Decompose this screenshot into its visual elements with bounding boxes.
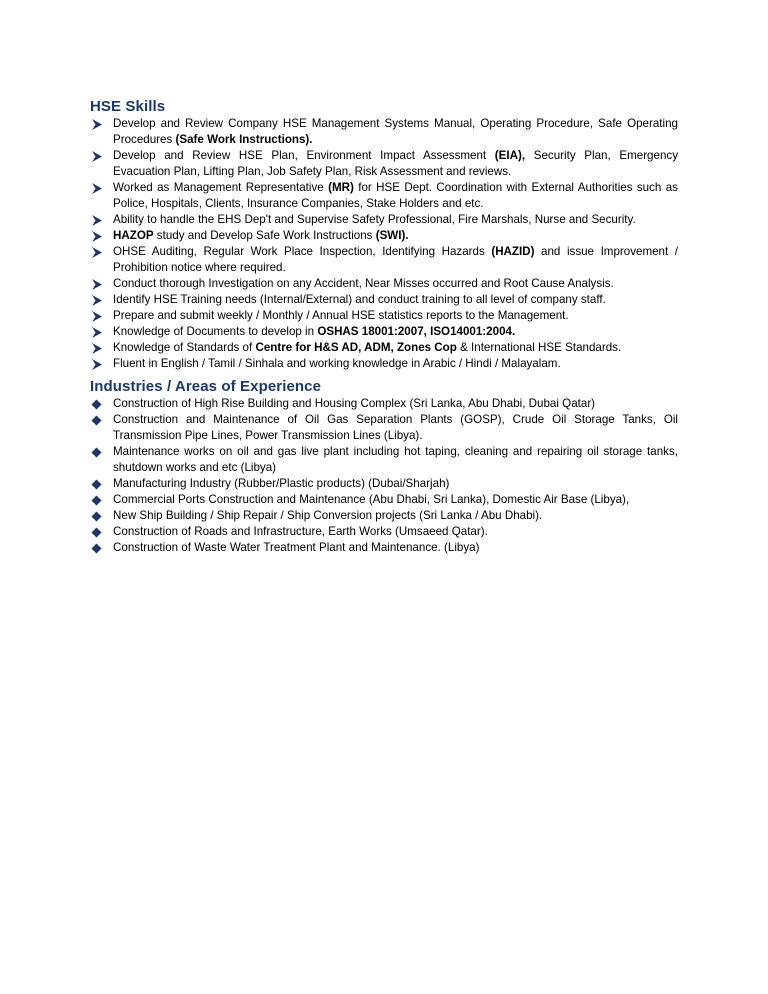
industries-heading: Industries / Areas of Experience	[90, 378, 322, 395]
item-text: Construction of High Rise Building and Housing Complex (Sri Lanka, Abu Dhabi, Dubai Qatar)	[113, 397, 596, 410]
industry-item	[90, 444, 678, 476]
industry-item	[90, 524, 678, 540]
hse-skill-item	[90, 324, 678, 340]
hse-skill-item	[90, 308, 678, 324]
hse-skill-item	[90, 180, 678, 212]
item-text: Construction and Maintenance of Oil Gas Separation Plants (GOSP), Crude Oil Storage Tanks, Oil Transmission Pipe Lines, Power Transmission Lines (Libya).	[113, 413, 678, 442]
hse-skill-item	[90, 244, 678, 276]
item-text: Ability to handle the EHS Dep't and Supervise Safety Professional, Fire Marshals, Nurse and Security.	[113, 213, 636, 226]
item-text: Identify HSE Training needs (Internal/External) and conduct training to all level of company staff.	[113, 293, 606, 306]
arrow-bullet-icon	[91, 151, 102, 162]
hse-skill-item	[90, 148, 678, 180]
hse-skill-item	[90, 228, 678, 244]
item-text: Conduct thorough Investigation on any Accident, Near Misses occurred and Root Cause Analysis.	[113, 277, 614, 290]
industry-item	[90, 508, 678, 524]
item-text: New Ship Building / Ship Repair / Ship Conversion projects (Sri Lanka / Abu Dhabi).	[113, 509, 543, 522]
hse-skills-heading: HSE Skills	[90, 98, 166, 115]
item-text: Develop and Review HSE Plan, Environment Impact Assessment	[113, 149, 495, 162]
bold-text: OSHAS 18001:2007, ISO14001:2004.	[317, 325, 516, 338]
diamond-bullet-icon	[91, 527, 102, 538]
hse-skill-item	[90, 340, 678, 356]
item-text: Security Plan, Emergency Evacuation Plan, Lifting Plan, Job Safety Plan, Risk Assessment and reviews.	[113, 149, 678, 178]
item-text: OHSE Auditing, Regular Work Place Inspection, Identifying Hazards	[113, 245, 492, 258]
arrow-bullet-icon	[91, 183, 102, 194]
arrow-bullet-icon	[91, 231, 102, 242]
hse-skill-item	[90, 116, 678, 148]
item-text: Manufacturing Industry (Rubber/Plastic products) (Dubai/Sharjah)	[113, 477, 450, 490]
hse-skills-list	[90, 116, 678, 372]
industry-item	[90, 476, 678, 492]
item-text: Maintenance works on oil and gas live plant including hot taping, cleaning and repairing oil storage tanks, shutdown works and etc (Libya)	[113, 445, 678, 474]
item-text: for HSE Dept. Coordination with External Authorities such as Police, Hospitals, Clients, Insurance Companies, Stake Holders and etc.	[113, 181, 678, 210]
diamond-bullet-icon	[91, 543, 102, 554]
item-text: Develop and Review Company HSE Management Systems Manual, Operating Procedure, Safe Operating Procedures	[113, 117, 678, 146]
bold-text: (SWI).	[375, 229, 409, 242]
bold-text: (HAZID)	[491, 245, 535, 258]
industry-item	[90, 540, 678, 556]
arrow-bullet-icon	[91, 295, 102, 306]
arrow-bullet-icon	[91, 215, 102, 226]
diamond-bullet-icon	[91, 447, 102, 458]
arrow-bullet-icon	[91, 359, 102, 370]
arrow-bullet-icon	[91, 247, 102, 258]
diamond-bullet-icon	[91, 399, 102, 410]
item-text: Knowledge of Documents to develop in	[113, 325, 318, 338]
hse-skill-item	[90, 292, 678, 308]
bold-text: (EIA),	[494, 149, 526, 162]
industry-item	[90, 412, 678, 444]
hse-skill-item	[90, 212, 678, 228]
diamond-bullet-icon	[91, 415, 102, 426]
item-text: study and Develop Safe Work Instructions	[153, 229, 376, 242]
arrow-bullet-icon	[91, 279, 102, 290]
industries-list	[90, 396, 678, 556]
resume-page	[90, 97, 678, 556]
bold-text: HAZOP	[113, 229, 154, 242]
industry-item	[90, 492, 678, 508]
diamond-bullet-icon	[91, 511, 102, 522]
item-text: Worked as Management Representative	[113, 181, 329, 194]
item-text: Construction of Waste Water Treatment Plant and Maintenance. (Libya)	[113, 541, 480, 554]
hse-skill-item	[90, 276, 678, 292]
item-text: Fluent in English / Tamil / Sinhala and working knowledge in Arabic / Hindi / Malayalam.	[113, 357, 561, 370]
item-text: Commercial Ports Construction and Maintenance (Abu Dhabi, Sri Lanka), Domestic Air Base (Libya),	[113, 493, 630, 506]
item-text: and issue Improvement / Prohibition notice where required.	[113, 245, 678, 274]
item-text: Knowledge of Standards of	[113, 341, 256, 354]
arrow-bullet-icon	[91, 311, 102, 322]
bold-text: (Safe Work Instructions).	[175, 133, 313, 146]
diamond-bullet-icon	[91, 479, 102, 490]
industry-item	[90, 396, 678, 412]
item-text: Prepare and submit weekly / Monthly / Annual HSE statistics reports to the Management.	[113, 309, 569, 322]
arrow-bullet-icon	[91, 119, 102, 130]
item-text: & International HSE Standards.	[456, 341, 622, 354]
arrow-bullet-icon	[91, 343, 102, 354]
diamond-bullet-icon	[91, 495, 102, 506]
bold-text: (MR)	[328, 181, 354, 194]
item-text: Construction of Roads and Infrastructure, Earth Works (Umsaeed Qatar).	[113, 525, 488, 538]
bold-text: Centre for H&S AD, ADM, Zones Cop	[255, 341, 457, 354]
hse-skill-item	[90, 356, 678, 372]
arrow-bullet-icon	[91, 327, 102, 338]
